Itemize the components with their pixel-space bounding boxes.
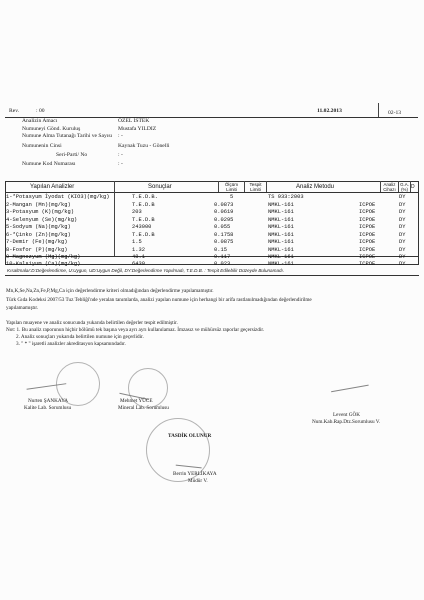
row-device: ICPOE	[359, 209, 376, 215]
paragraph: yapılamamıştır.	[6, 305, 39, 311]
row-result: T.E.D.B	[132, 201, 155, 208]
paragraph: Türk Gıda Kodeksi 2007/53 Tuz Tebliği'nde yeralan tanımlarda, analizi yapılan numune için herhangi bir arifa rastlanılmadığından değerlendirilme	[6, 297, 312, 303]
paragraph: Mn,K,Se,Na,Zn,Fe,P,Mg,Ca için değerlendirme kriteri olmadığından değerlendirme yapılamamıştır.	[6, 288, 214, 294]
row-analysis: 4-Selenyum (Se)(mg/kg)	[6, 216, 78, 223]
info-label: Numune Kod Numarası	[22, 161, 76, 167]
col-header-tespit: Tespit Limiti	[249, 182, 262, 192]
table-row	[6, 217, 416, 224]
row-limit: 0.0875	[214, 239, 234, 245]
info-label: Numuneyi Gönd. Kuruluş	[22, 126, 81, 132]
row-method: NMKL-161	[268, 231, 294, 238]
table-row	[6, 202, 416, 209]
row-method: NMKL-161	[268, 216, 294, 223]
header-rule	[5, 117, 418, 118]
row-device: ICPOE	[359, 216, 376, 223]
row-d: DY	[399, 209, 406, 215]
note-2: 2. Analiz sonuçları yukarıda belirtilen numune için geçerlidir.	[16, 334, 144, 340]
row-limit: 0.15	[214, 246, 227, 253]
row-d: DY	[399, 239, 406, 245]
row-d: DY	[399, 231, 406, 238]
row-d: DY	[399, 194, 406, 200]
rev-label: Rev.	[9, 108, 20, 114]
col-header-analysis: Yapılan Analizler	[30, 184, 75, 190]
table-row	[6, 261, 416, 268]
row-d: DY	[399, 224, 406, 230]
row-method: NMKL-161	[268, 246, 294, 253]
row-d: DY	[399, 201, 406, 208]
row-analysis: 10-Kalsiyum (Ca)(mg/kg)	[6, 260, 81, 267]
approval-text: TASDİK OLUNUR	[168, 433, 212, 439]
row-analysis: 2-Mangan (Mn)(mg/kg)	[6, 201, 71, 208]
info-label: Analizin Amacı	[22, 118, 58, 124]
row-device: ICPOE	[359, 224, 376, 230]
row-analysis: 8-Fosfor (P)(mg/kg)	[6, 246, 68, 253]
info-label: Numune Alma Tutanağı Tarihi ve Sayısı	[22, 133, 113, 139]
row-result: T.E.D.B.	[132, 194, 158, 200]
rev-value: : 00	[36, 108, 45, 114]
table-footnote: Kısaltmalar:D:Değerlendirme, U:Uygun, UD:Uygun Değil, DY:Değerlendirme Yapılmadı, T.E.D.B. : Tespit Edilebilir Düzeyde Bulunamadı.	[7, 268, 285, 273]
report-date: 11.02.2013	[317, 108, 342, 114]
info-value: : -	[118, 161, 123, 167]
table-row	[6, 239, 416, 246]
row-d: DY	[399, 260, 406, 267]
row-limit: 0.055	[214, 224, 231, 230]
stamp-seal	[56, 362, 100, 406]
signatory-1-title: Kalite Lab. Sorumlusu	[24, 405, 72, 411]
signatory-1-name: Nurten ŞANKAYA	[28, 398, 69, 404]
row-limit: 0.0619	[214, 209, 234, 215]
info-value: : -	[118, 152, 123, 158]
row-device: ICPOE	[359, 201, 376, 208]
note-3: 3. " * " işaretli analizler akreditasyon kapsamındadır.	[16, 341, 126, 347]
col-header-ga: G.A. (%)	[400, 182, 409, 192]
signatory-2-title: Mineral Lab. Sorumlusu	[118, 405, 169, 411]
row-d: DY	[399, 253, 406, 260]
row-device: ICPOE	[359, 253, 376, 260]
table-row	[6, 224, 416, 231]
col-header-limit: Ölçüm Limiti	[224, 182, 239, 192]
footnote-rule	[5, 275, 419, 276]
row-method: NMKL-161	[268, 209, 294, 215]
signatory-2-name: Mehmet YÜCE	[120, 398, 153, 404]
info-value: Mustafa YILDIZ	[118, 126, 157, 132]
row-method: NMKL-161	[268, 201, 294, 208]
row-analysis: 3-Potasyum (K)(mg/kg)	[6, 209, 74, 215]
signatory-4-title: Müdür V.	[188, 478, 208, 484]
row-d: DY	[399, 246, 406, 253]
info-value: ÖZEL İSTEK	[118, 118, 150, 124]
row-limit: 0.117	[214, 253, 231, 260]
signatory-3-name: Levent GÖK	[333, 412, 360, 418]
table-header-rule	[5, 192, 419, 193]
row-method: TS 933:2003	[268, 194, 304, 200]
row-analysis: 1-*Potasyum İyodat (KIO3)(mg/kg)	[6, 194, 110, 200]
row-analysis: 9-Magnezyum (Mg)(mg/kg)	[6, 253, 81, 260]
row-result: 1.32	[132, 246, 145, 253]
info-label: Numunenin Cinsi	[22, 143, 62, 149]
row-limit: 0.023	[214, 260, 231, 267]
row-device: ICPOE	[359, 260, 376, 267]
row-method: NMKL-161	[268, 239, 294, 245]
col-header-device: Analiz Cihazı	[383, 182, 396, 192]
table-row	[6, 209, 416, 216]
info-value: Kaynak Tuzu - Gönelli	[118, 143, 170, 149]
row-analysis: 7-Demir (Fe)(mg/kg)	[6, 239, 68, 245]
row-limit: 0.0295	[214, 216, 234, 223]
stamp-seal	[128, 368, 168, 408]
row-device: ICPOE	[359, 246, 376, 253]
col-header-method: Analiz Metodu	[296, 184, 335, 190]
row-result: 6430	[132, 260, 145, 267]
row-limit: 0.1758	[214, 231, 234, 238]
header-divider	[378, 103, 379, 117]
row-analysis: 6-*Çinko (Zn)(mg/kg)	[6, 231, 71, 238]
row-result: T.E.D.B	[132, 231, 155, 238]
col-header-results: Sonuçlar	[148, 184, 172, 190]
row-limit: 5	[230, 194, 234, 200]
info-value: : -	[118, 133, 123, 139]
signatory-4-name: Berrin YERLİKAYA	[173, 471, 217, 477]
report-code: 02-13	[388, 110, 402, 116]
note-1: Not: 1. Bu analiz raporunun hiçbir bölümü tek başına veya ayrı ayrı kullanılamaz. İmzasız ve mühürsüz raporlar geçersizdir.	[6, 327, 265, 333]
row-result: T.E.D.B	[132, 216, 155, 223]
row-method: NMKL-161	[268, 253, 294, 260]
signatory-3-title: Num.Kab.Rap.Dtz.Sorumlusu V.	[312, 419, 381, 425]
row-result: 48.1	[132, 253, 145, 260]
row-device: ICPOE	[359, 239, 376, 245]
row-analysis: 5-Sodyum (Na)(mg/kg)	[6, 224, 71, 230]
row-result: 203	[132, 209, 142, 215]
table-row	[6, 232, 416, 239]
row-d: DY	[399, 216, 406, 223]
row-result: 1.5	[132, 239, 142, 245]
table-row	[6, 194, 416, 201]
row-method: NMKL-161	[268, 260, 294, 267]
signature-scribble	[329, 375, 368, 392]
row-limit: 0.0873	[214, 201, 234, 208]
row-result: 243000	[132, 224, 152, 230]
row-device: ICPOE	[359, 231, 376, 238]
col-header-d: D	[411, 184, 415, 190]
row-method: NMKL-161	[268, 224, 294, 230]
paragraph: Yapılan muayene ve analiz sonucunda yukarıda belirtilen değerler tespit edilmiştir.	[6, 320, 178, 326]
info-label: Seri-Parti/ No	[56, 152, 88, 158]
